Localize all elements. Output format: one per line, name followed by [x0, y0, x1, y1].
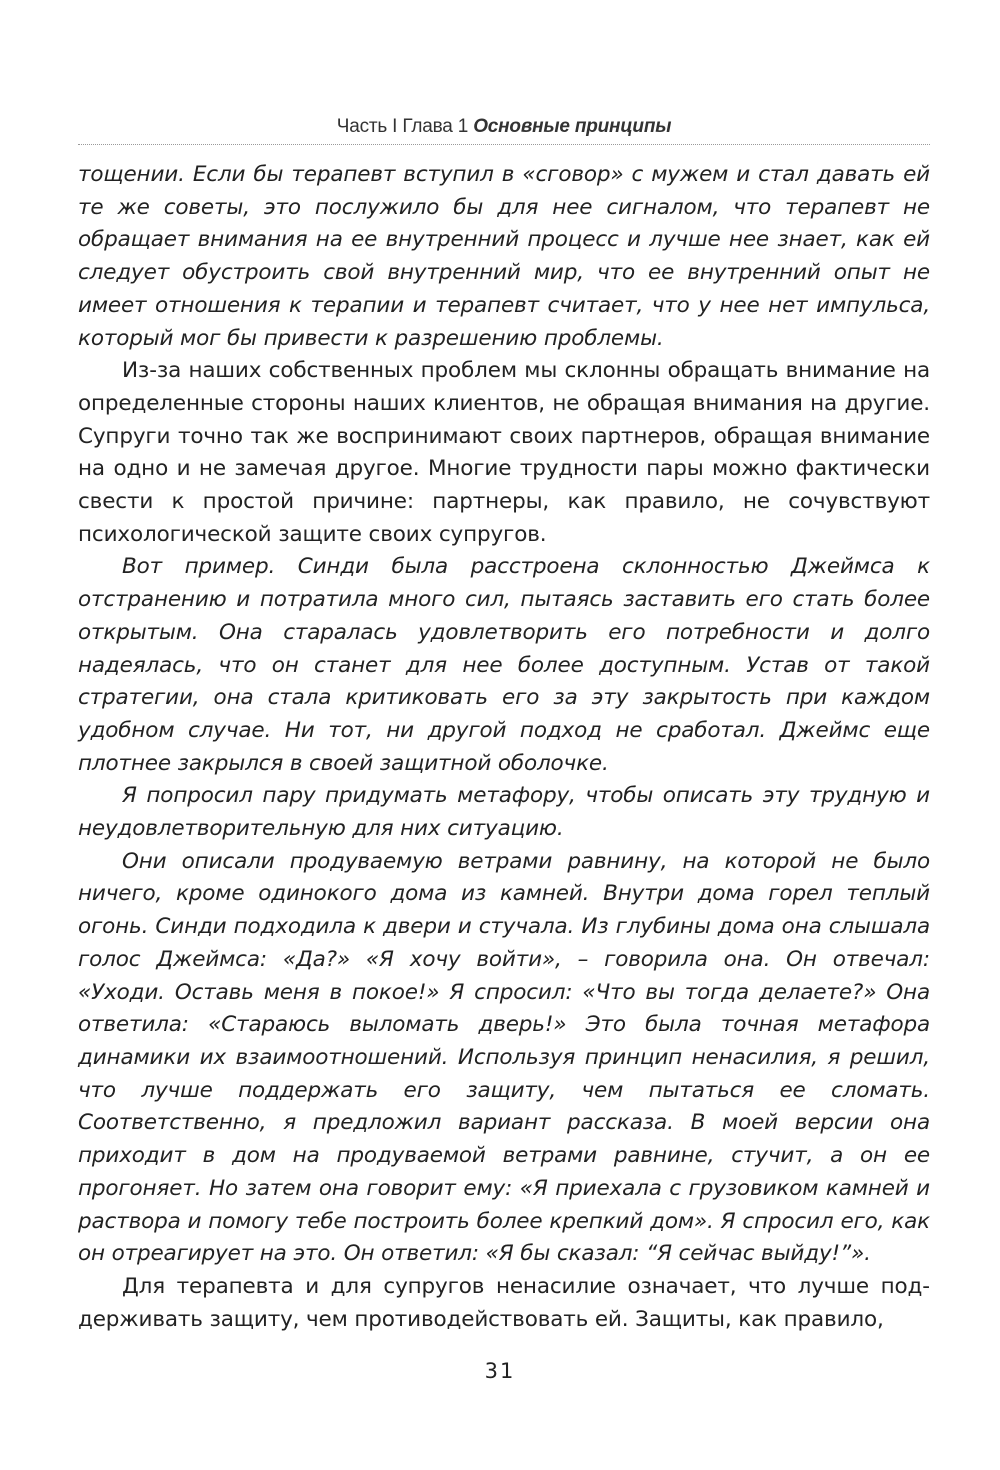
paragraph-3: Вот пример. Синди была расстроена склонностью Джеймса к отстранению и потратила много сил, пытаясь заставить его стать более открытым. Она старалась удовлетворить его потребности и долго надеялась, что он станет для нее более доступным. Устав от такой стратегии, она стала критиковать его за эту закрытость при каждом удобном случае. Ни тот, ни другой подход не сработал. Джеймс еще плотнее закрылся в своей защитной оболочке.: [78, 554, 930, 776]
paragraph-5: Они описали продуваемую ветрами равнину, на которой не было ничего, кроме одинокого дома из камней. Внутри дома горел теплый огонь. Синди подходила к двери и стучала. Из глубины дома она слышала голос Джеймса: «Да?» «Я хочу войти», – говорила она. Он отвечал: «Уходи. Оставь меня в покое!» Я спросил: «Что вы тогда делаете?» Она ответила: «Стараюсь выломать дверь!» Это была точная метафора динамики их взаимоотношений. Используя принцип ненасилия, я решил, что лучше поддержать его защиту, чем пытаться ее сломать. Соответственно, я предложил вариант рассказа. В моей версии она приходит в дом на продуваемой ветрами равнине, стучит, а он ее прогоняет. Но затем она говорит ему: «Я приехала с грузовиком камней и раствора и помогу тебе построить более крепкий дом». Я спросил его, как он отреагирует на это. Он ответил: «Я бы сказал: “Я сейчас выйду!”».: [78, 848, 930, 1267]
header-divider: [78, 144, 930, 145]
running-head-part-chapter: Часть I Глава 1: [336, 116, 469, 137]
paragraph-4: Я попросил пару придумать метафору, чтобы описать эту трудную и неудовлетворительную для них ситуацию.: [78, 783, 930, 842]
running-head: [78, 116, 930, 138]
page-number: 31: [484, 1359, 516, 1383]
body-text: [78, 159, 930, 1336]
paragraph-1: тощении. Если бы терапевт вступил в «сговор» с мужем и стал давать ей те же советы, это послужило бы для нее сигналом, что терапевт не обращает внимания на ее внутренний процесс и лучше нее знает, как ей следует обустроить свой внутренний мир, что ее внутренний опыт не имеет отношения к терапии и терапевт считает, что у нее нет импульса, который мог бы привести к разрешению проблемы.: [78, 162, 930, 351]
running-head-chapter-title: Основные принципы: [473, 116, 672, 137]
paragraph-6: Для терапевта и для супругов ненасилие означает, что лучше поддерживать защиту, чем противодействовать ей. Защиты, как правило,: [78, 1273, 930, 1332]
paragraph-2: Из-за наших собственных проблем мы склонны обращать внимание на определенные стороны наших клиентов, не обращая внимания на другие. Супруги точно так же воспринимают своих партнеров, обращая внимание на одно и не замечая другое. Многие трудности пары можно фактически свести к простой причине: партнеры, как правило, не сочувствуют психологической защите своих супругов.: [78, 358, 930, 547]
